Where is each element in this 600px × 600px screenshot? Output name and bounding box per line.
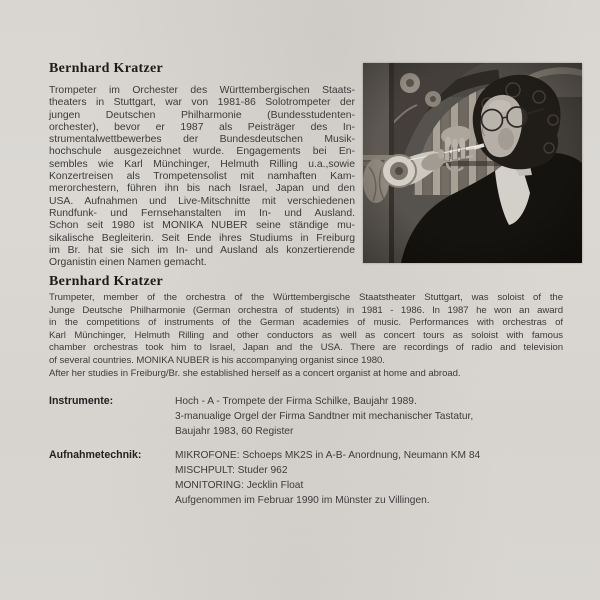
text-line: USA. Aufnahmen und Live-Mitschnitte mit verschiedenen (49, 195, 355, 207)
text-line: Organistin einen Namen gemacht. (49, 257, 207, 269)
text-line: Rundfunk- und Fernsehanstalten im In- und Ausland. (49, 207, 355, 219)
text-line: Baujahr 1983, 60 Register (175, 426, 294, 437)
photo-vignette (363, 63, 582, 263)
text-line: orchester), bevor er 1987 als Peisträger des In- (49, 121, 355, 133)
text-line: Hoch - A - Trompete der Firma Schilke, Baujahr 1989. (175, 396, 417, 407)
biography-english-closing (49, 368, 563, 381)
text-line: Karl Münchinger, Helmuth Rilling and other conductors as well as concert tours as soloist with famous (49, 329, 563, 341)
artist-photo (363, 63, 582, 263)
text-line: jungen Deutschen Philharmonie (Bundesstudenten- (49, 109, 355, 121)
biography-german (49, 85, 355, 269)
text-line: Junge Deutsche Philharmonie (German orchestra of students) in 1981 - 1986. In 1987 he won an award (49, 304, 563, 316)
text-line: hochschule ausgezeichnet wurde. Engagements bei En- (49, 146, 355, 158)
recording-values (175, 448, 480, 508)
text-line: sikalische Begleiterin. Seit Ende ihres Studiums in Freiburg (49, 232, 355, 244)
text-line: Aufgenommen im Februar 1990 im Münster zu Villingen. (175, 495, 430, 506)
text-line: chamber orchestras took him to Israel, Japan and the USA. There are recordings of radio and television (49, 342, 563, 354)
text-line: of several countries. MONIKA NUBER is his accompanying organist since 1980. (49, 354, 385, 366)
text-line: MONITORING: Jecklin Float (175, 480, 304, 491)
artist-name-german: Bernhard Kratzer (49, 61, 164, 76)
instruments-label: Instrumente: (49, 395, 114, 407)
artist-name-english: Bernhard Kratzer (49, 274, 164, 289)
recording-row (49, 448, 561, 508)
instruments-row (49, 394, 561, 439)
text-line: in the competitions of instruments of the German academies of music. Performances with orchestras of (49, 317, 563, 329)
text-line: im Br. hat sie sich im In- und Ausland als konzertierende (49, 244, 355, 256)
text-line: MISCHPULT: Studer 962 (175, 465, 288, 476)
text-line: MIKROFONE: Schoeps MK2S in A-B- Anordnung, Neumann KM 84 (175, 450, 481, 461)
recording-label: Aufnahmetechnik: (49, 449, 142, 461)
instruments-values (175, 394, 473, 439)
text-line: merorchestern, führen ihn bis nach Israel, Japan und den (49, 183, 355, 195)
text-line: Konzertreisen als Trompetensolist mit namhaften Kam- (49, 171, 355, 183)
text-line: theaters in Stuttgart, war von 1981-86 Solotrompeter der (49, 97, 355, 109)
biography-english (49, 292, 563, 368)
photo-illustration (363, 63, 582, 263)
text-line: strumentalwettbewerbes der Bundesdeutschen Musik- (49, 134, 355, 146)
technical-details (49, 394, 561, 508)
text-line: sembles wie Karl Münchinger, Helmuth Rilling u.a.,sowie (49, 158, 355, 170)
text-line: 3-manualige Orgel der Firma Sandtner mit mechanischer Tastatur, (175, 411, 474, 422)
text-line: Trompeter im Orchester des Württembergischen Staats- (49, 85, 355, 96)
text-line: Schon seit 1980 ist MONIKA NUBER seine ständige mu- (49, 220, 355, 232)
text-line: After her studies in Freiburg/Br. she established herself as a concert organist at home and abroad. (49, 368, 461, 379)
text-line: Trumpeter, member of the orchestra of the Württembergische Staatstheater Stuttgart, was soloist of the (49, 292, 563, 303)
